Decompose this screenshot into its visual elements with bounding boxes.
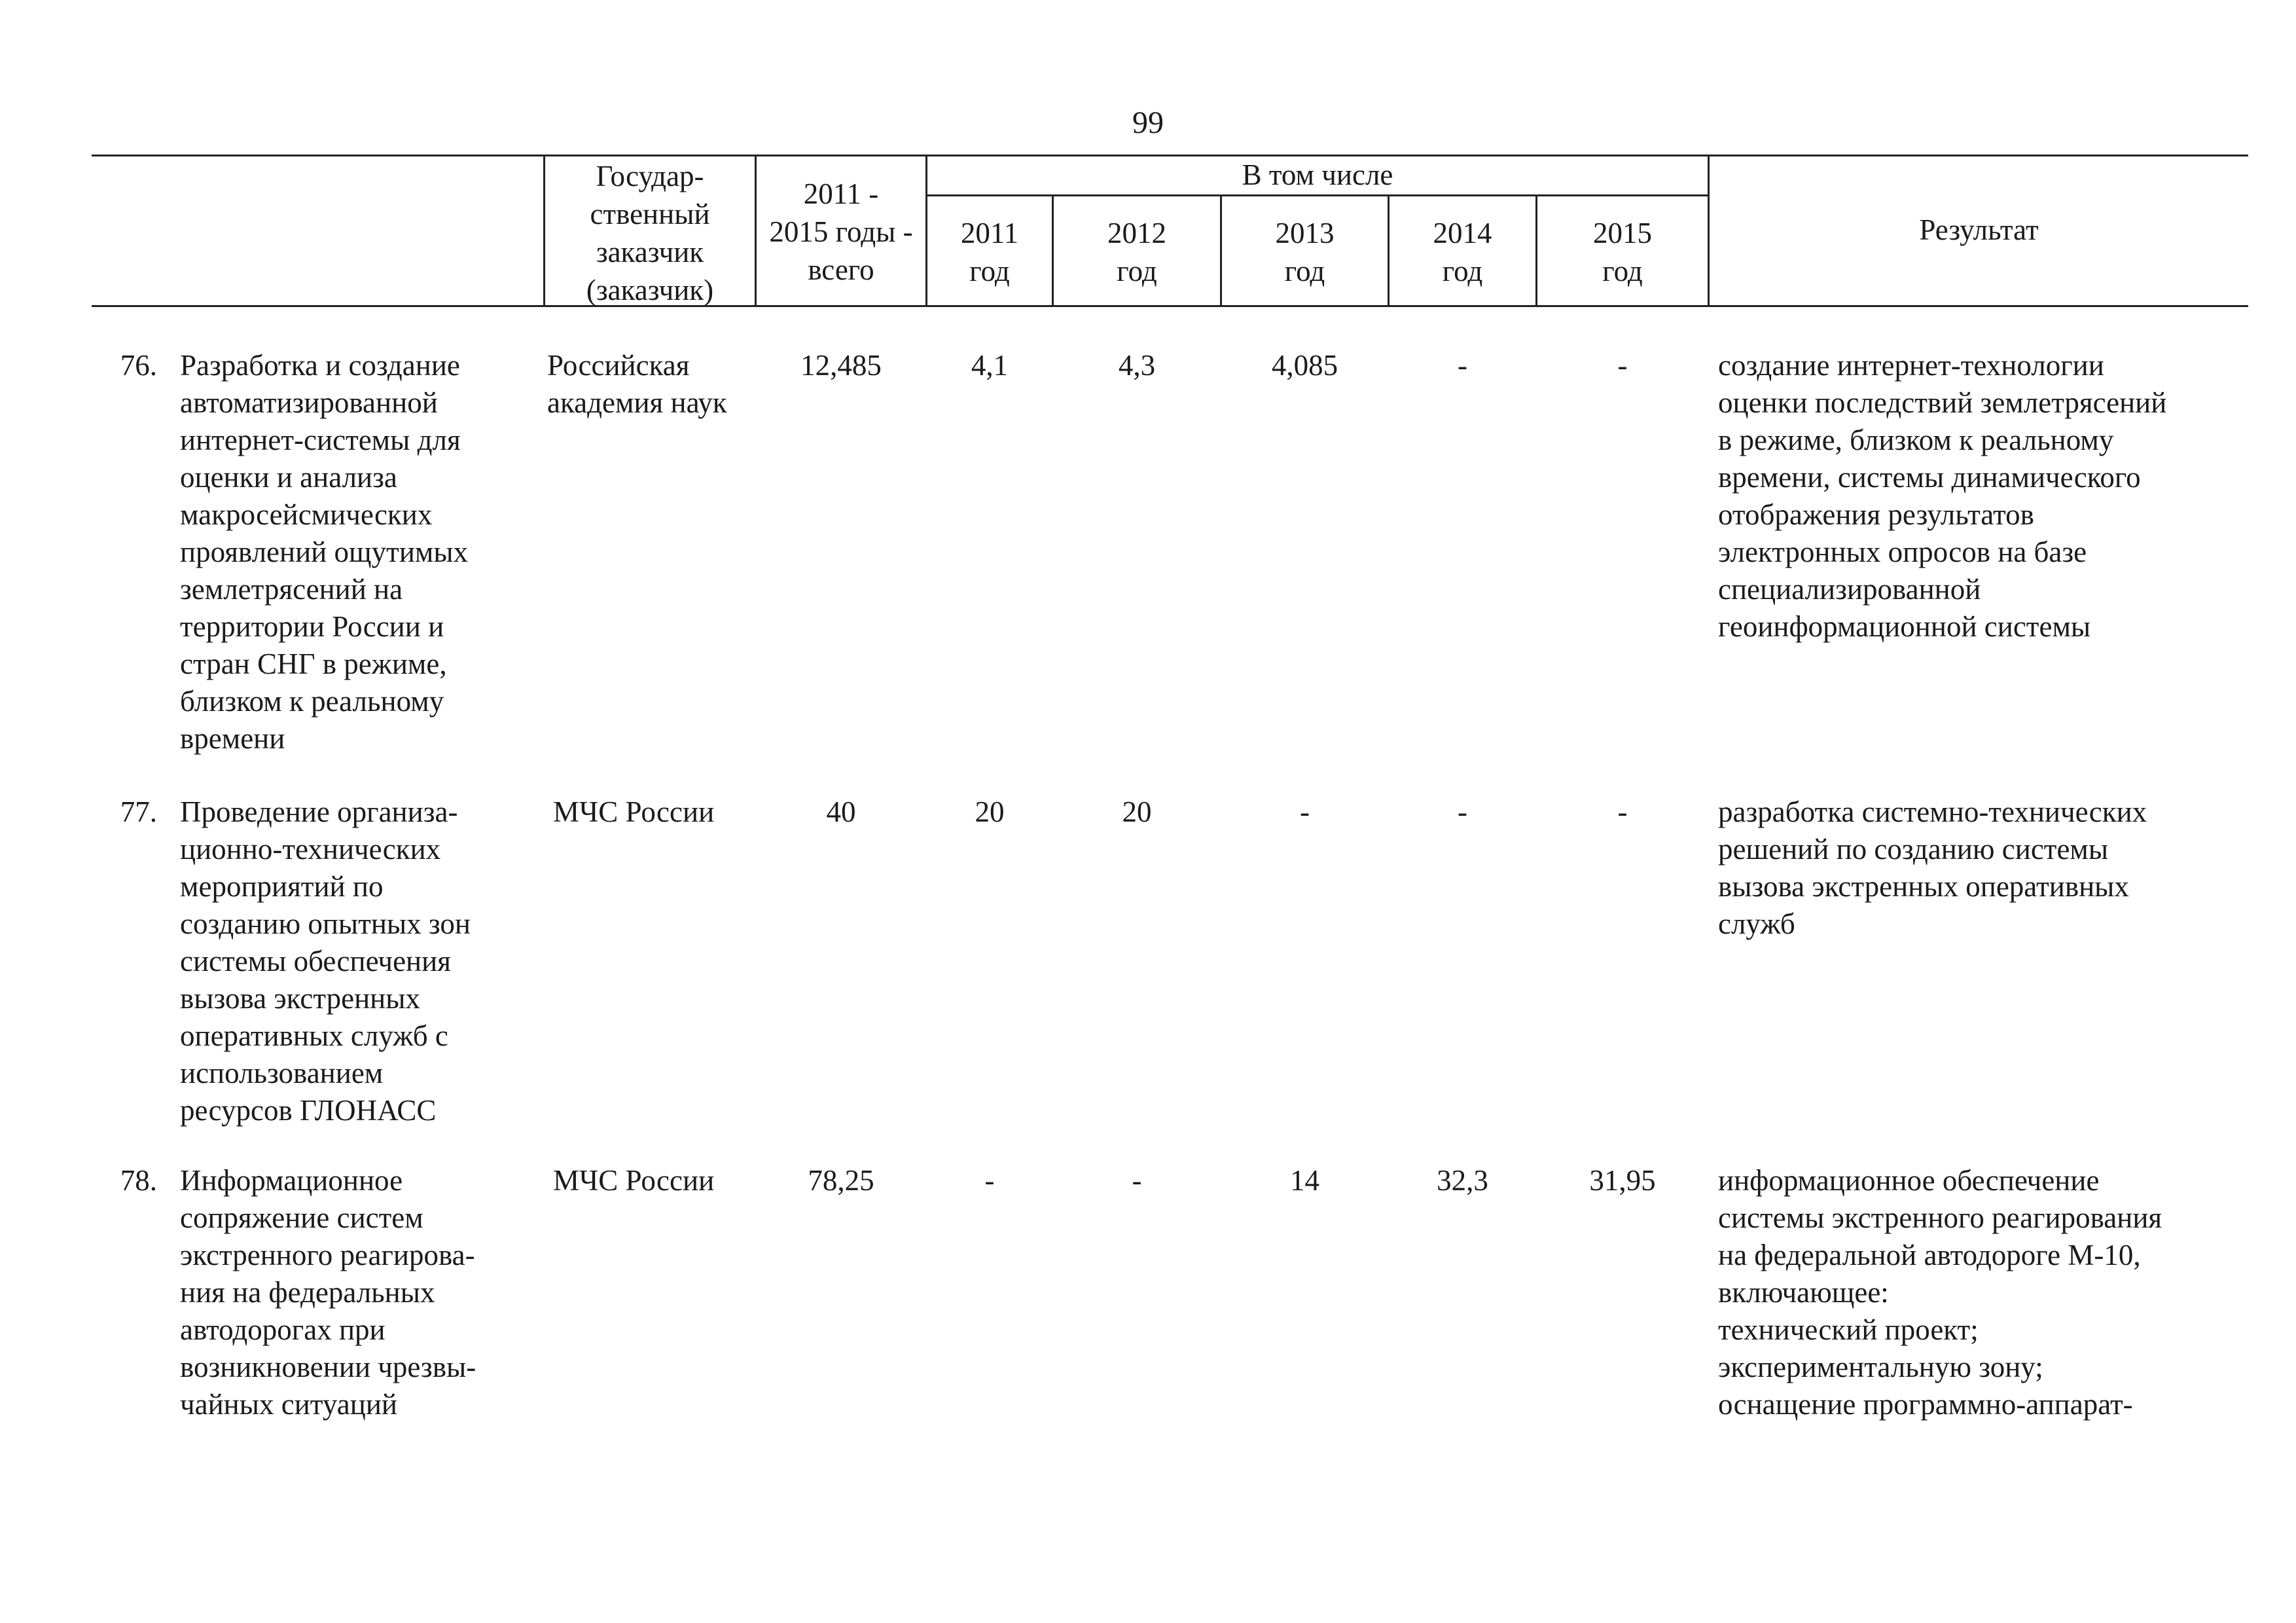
row-total: 78,25 [808, 1164, 874, 1197]
row-customer: МЧС России [553, 795, 715, 828]
row-number: 77. [120, 795, 157, 828]
header-year-2012: 2012 год [1107, 217, 1166, 287]
row-result: создание интернет-технологии оценки последствий землетрясений в режиме, близком к реальному времени, системы динамического отображения результатов электронных опросов на базе специализированной геоинформационной системы [1718, 349, 2167, 643]
row-2015: 31,95 [1589, 1164, 1656, 1197]
row-2012: - [1132, 1164, 1142, 1197]
row-customer: Российская академия наук [547, 349, 727, 419]
row-number: 76. [120, 349, 157, 382]
row-total: 40 [826, 795, 856, 828]
row-2013: 14 [1290, 1164, 1319, 1197]
row-2013: 4,085 [1271, 349, 1338, 382]
page-number: 99 [1132, 105, 1164, 140]
table-header-bottom-rule [92, 305, 2248, 307]
row-customer: МЧС России [553, 1164, 715, 1197]
header-year-2015: 2015 год [1593, 217, 1652, 287]
row-2012: 20 [1122, 795, 1152, 828]
row-2015: - [1617, 795, 1628, 828]
row-name: Проведение организа- ционно-технических мероприятий по созданию опытных зон системы обеспечения вызова экстренных оперативных служб с использованием ресурсов ГЛОНАСС [180, 795, 471, 1127]
row-2011: - [984, 1164, 995, 1197]
header-customer: Государ- ственный заказчик (заказчик) [586, 160, 714, 306]
row-2014: 32,3 [1437, 1164, 1488, 1197]
header-year-2014: 2014 год [1433, 217, 1492, 287]
row-2011: 20 [975, 795, 1005, 828]
row-2014: - [1458, 349, 1467, 382]
row-total: 12,485 [800, 349, 882, 382]
row-2015: - [1617, 349, 1628, 382]
row-result: информационное обеспечение системы экстренного реагирования на федеральной автодороге М-10, включающее: технический проект; экспериментальную зону; оснащение программно-аппарат- [1718, 1164, 2162, 1421]
row-name: Разработка и создание автоматизированной интернет-системы для оценки и анализа макросейсмических проявлений ощутимых землетрясений на территории России и стран СНГ в режиме, близком к реальному времени [180, 349, 469, 755]
header-year-2013: 2013 год [1275, 217, 1335, 287]
header-year-2011: 2011 год [960, 217, 1019, 287]
row-2014: - [1458, 795, 1467, 828]
row-2012: 4,3 [1118, 349, 1156, 382]
row-number: 78. [120, 1164, 157, 1197]
header-total: 2011 - 2015 годы - всего [769, 177, 913, 286]
row-name: Информационное сопряжение систем экстренного реагирова- ния на федеральных автодорогах при возникновении чрезвы- чайных ситуаций [180, 1164, 476, 1421]
header-result: Результат [1919, 213, 2039, 246]
including-underline [925, 194, 1708, 196]
row-result: разработка системно-технических решений по созданию системы вызова экстренных оперативных служб [1718, 795, 2147, 940]
row-2013: - [1300, 795, 1310, 828]
header-including: В том числе [1242, 158, 1393, 191]
row-2011: 4,1 [971, 349, 1009, 382]
